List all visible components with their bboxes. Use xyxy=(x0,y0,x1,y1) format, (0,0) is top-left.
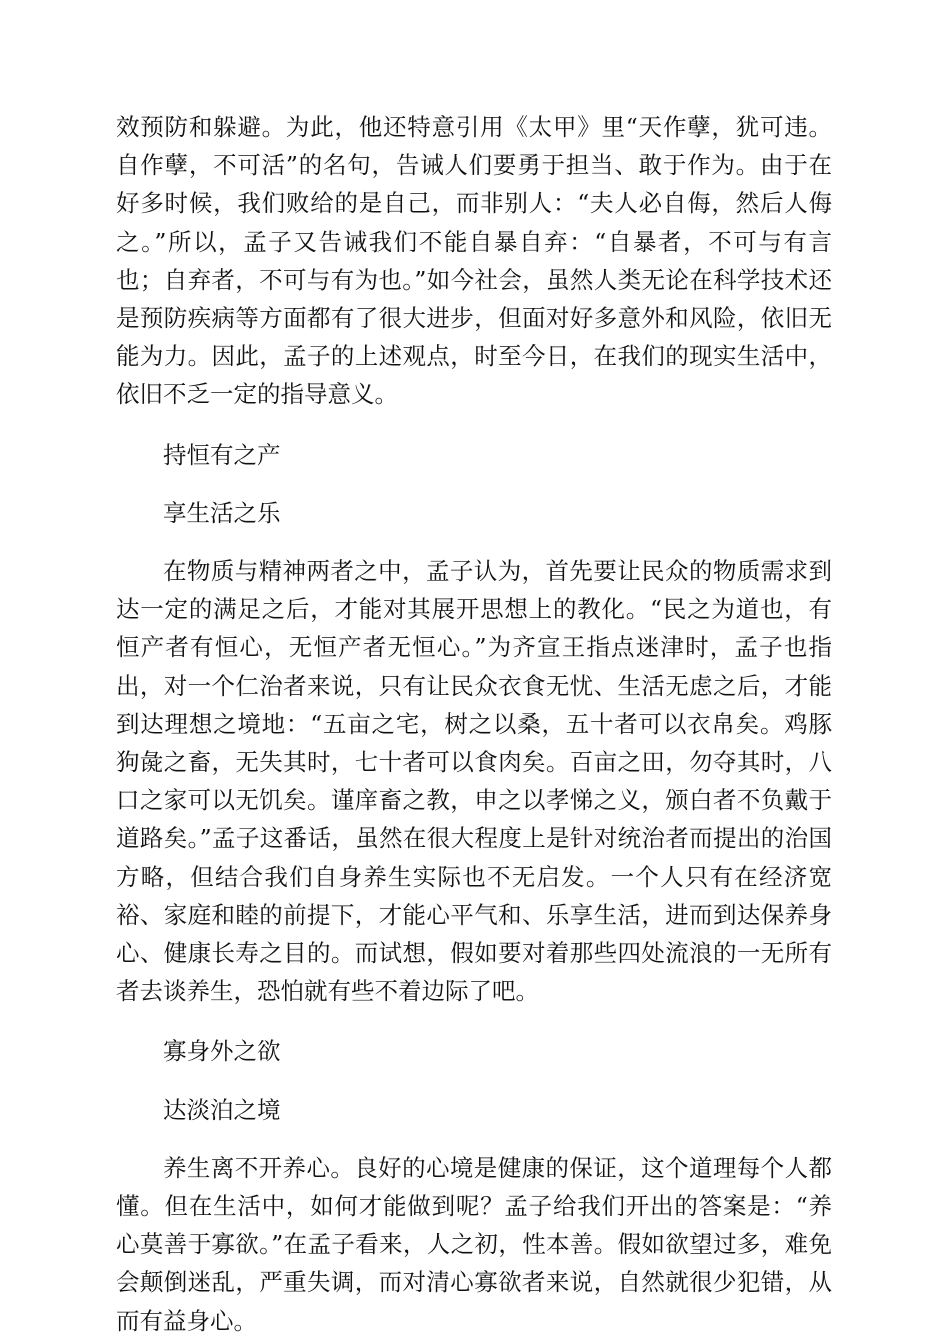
section-heading-1: 持恒有之产 xyxy=(163,440,281,469)
section-heading-3: 寡身外之欲 xyxy=(163,1037,281,1066)
section-heading-4: 达淡泊之境 xyxy=(163,1095,281,1124)
paragraph-continuation: 效预防和躲避。为此，他还特意引用《太甲》里“天作孽，犹可违。自作孽，不可活”的名句，告诫人们要勇于担当、敢于作为。由于在好多时候，我们败给的是自己，而非别人：“夫人必自侮，然后人侮之。”所以，孟子又告诫我们不能自暴自弃：“自暴者，不可与有言也；自弃者，不可与有为也。”如今社会，虽然人类无论在科学技术还是预防疾病等方面都有了很大进步，但面对好多意外和风险，依旧无能为力。因此，孟子的上述观点，时至今日，在我们的现实生活中，依旧不乏一定的指导意义。 xyxy=(116,113,832,409)
paragraph-material-needs: 在物质与精神两者之中，孟子认为，首先要让民众的物质需求到达一定的满足之后，才能对其展开思想上的教化。“民之为道也，有恒产者有恒心，无恒产者无恒心。”为齐宣王指点迷津时，孟子也指出，对一个仁治者来说，只有让民众衣食无忧、生活无虑之后，才能到达理想之境地：“五亩之宅，树之以桑，五十者可以衣帛矣。鸡豚狗彘之畜，无失其时，七十者可以食肉矣。百亩之田，勿夺其时，八口之家可以无饥矣。谨庠畜之教，申之以孝悌之义，颁白者不负戴于道路矣。”孟子这番话，虽然在很大程度上是针对统治者而提出的治国方略，但结合我们自身养生实际也不无启发。一个人只有在经济宽裕、家庭和睦的前提下，才能心平气和、乐享生活，进而到达保养身心、健康长寿之目的。而试想，假如要对着那些四处流浪的一无所有者去谈养生，恐怕就有些不着边际了吧。 xyxy=(116,557,832,1006)
document-page xyxy=(116,108,832,1340)
paragraph-cultivate-mind: 养生离不开养心。良好的心境是健康的保证，这个道理每个人都懂。但在生活中，如何才能做到呢？孟子给我们开出的答案是：“养心莫善于寡欲。”在孟子看来，人之初，性本善。假如欲望过多，难免会颠倒迷乱，严重失调，而对清心寡欲者来说，自然就很少犯错，从而有益身心。 xyxy=(116,1153,832,1335)
section-heading-2: 享生活之乐 xyxy=(163,498,281,527)
